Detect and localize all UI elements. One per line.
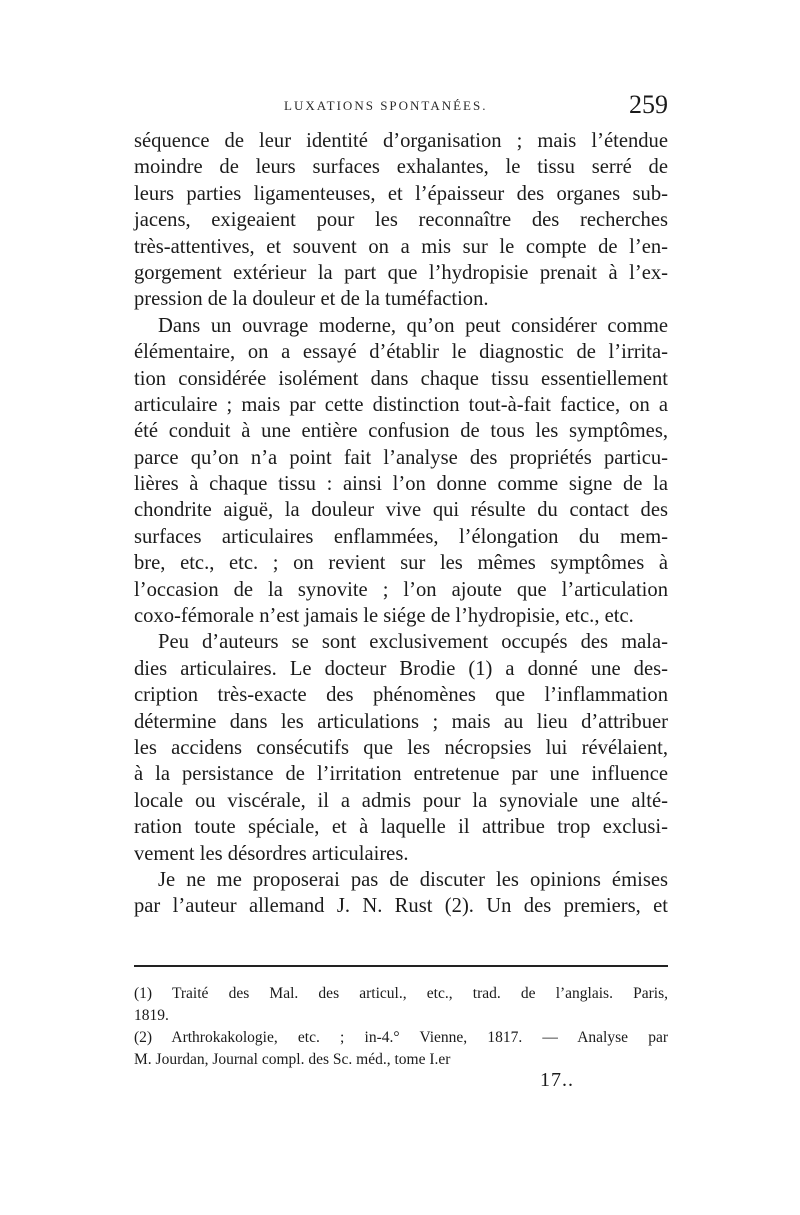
text-line: été conduit à une entière confusion de tous les symptômes,	[134, 420, 668, 443]
text-line: gorgement extérieur la part que l’hydropisie prenait à l’ex-	[134, 261, 668, 284]
text-line: bre, etc., etc. ; on revient sur les mêmes symptômes à	[134, 552, 668, 575]
text-line: vement les désordres articulaires.	[134, 842, 409, 865]
text-line: moindre de leurs surfaces exhalantes, le tissu serré de	[134, 156, 668, 179]
text-line: leurs parties ligamenteuses, et l’épaisseur des organes sub-	[134, 182, 668, 205]
footnote-separator	[134, 965, 668, 967]
text-line: cription très-exacte des phénomènes que l’inflammation	[134, 684, 668, 707]
text-line: ration toute spéciale, et à laquelle il attribue trop exclusi-	[134, 816, 668, 839]
text-line: élémentaire, on a essayé d’établir le diagnostic de l’irrita-	[134, 341, 668, 364]
text-line: l’occasion de la synovite ; l’on ajoute que l’articulation	[134, 578, 668, 601]
text-line: parce qu’on n’a point fait l’analyse des propriétés particu-	[134, 446, 668, 469]
footnotes	[134, 983, 668, 1071]
text-line: les accidens consécutifs que les nécropsies lui révélaient,	[134, 736, 668, 759]
main-text	[134, 128, 668, 920]
footnote-line: (2) Arthrokakologie, etc. ; in-4.° Vienne, 1817. — Analyse par	[134, 1029, 668, 1046]
text-line: dies articulaires. Le docteur Brodie (1) a donné une des-	[134, 657, 668, 680]
footnote-line: 1819.	[134, 1007, 169, 1024]
text-line: Peu d’auteurs se sont exclusivement occupés des mala-	[158, 631, 668, 654]
text-line: à la persistance de l’irritation entretenue par une influence	[134, 763, 668, 786]
text-line: Je ne me proposerai pas de discuter les opinions émises	[158, 868, 668, 891]
signature-mark: 17..	[540, 1069, 574, 1091]
text-line: articulaire ; mais par cette distinction tout-à-fait factice, on a	[134, 393, 668, 416]
footnote-line: (1) Traité des Mal. des articul., etc., trad. de l’anglais. Paris,	[134, 985, 668, 1002]
running-title: LUXATIONS SPONTANÉES.	[284, 98, 488, 113]
text-line: locale ou viscérale, il a admis pour la synoviale une alté-	[134, 789, 668, 812]
text-line: pression de la douleur et de la tuméfaction.	[134, 288, 489, 311]
text-line: coxo-fémorale n’est jamais le siége de l’hydropisie, etc., etc.	[134, 605, 634, 628]
text-line: tion considérée isolément dans chaque tissu essentiellement	[134, 367, 668, 390]
text-line: surfaces articulaires enflammées, l’élongation du mem-	[134, 525, 668, 548]
text-line: détermine dans les articulations ; mais au lieu d’attribuer	[134, 710, 668, 733]
text-line: chondrite aiguë, la douleur vive qui résulte du contact des	[134, 499, 668, 522]
text-line: jacens, exigeaient pour les reconnaître des recherches	[134, 209, 668, 232]
text-line: lières à chaque tissu : ainsi l’on donne comme signe de la	[134, 473, 668, 496]
page-number: 259	[629, 90, 668, 119]
page-header	[134, 92, 668, 122]
text-line: Dans un ouvrage moderne, qu’on peut considérer comme	[158, 314, 668, 337]
text-line: par l’auteur allemand J. N. Rust (2). Un des premiers, et	[134, 895, 668, 918]
text-line: séquence de leur identité d’organisation ; mais l’étendue	[134, 130, 668, 152]
footnote-line: M. Jourdan, Journal compl. des Sc. méd., tome I.er	[134, 1051, 451, 1068]
text-line: très-attentives, et souvent on a mis sur le compte de l’en-	[134, 235, 668, 258]
